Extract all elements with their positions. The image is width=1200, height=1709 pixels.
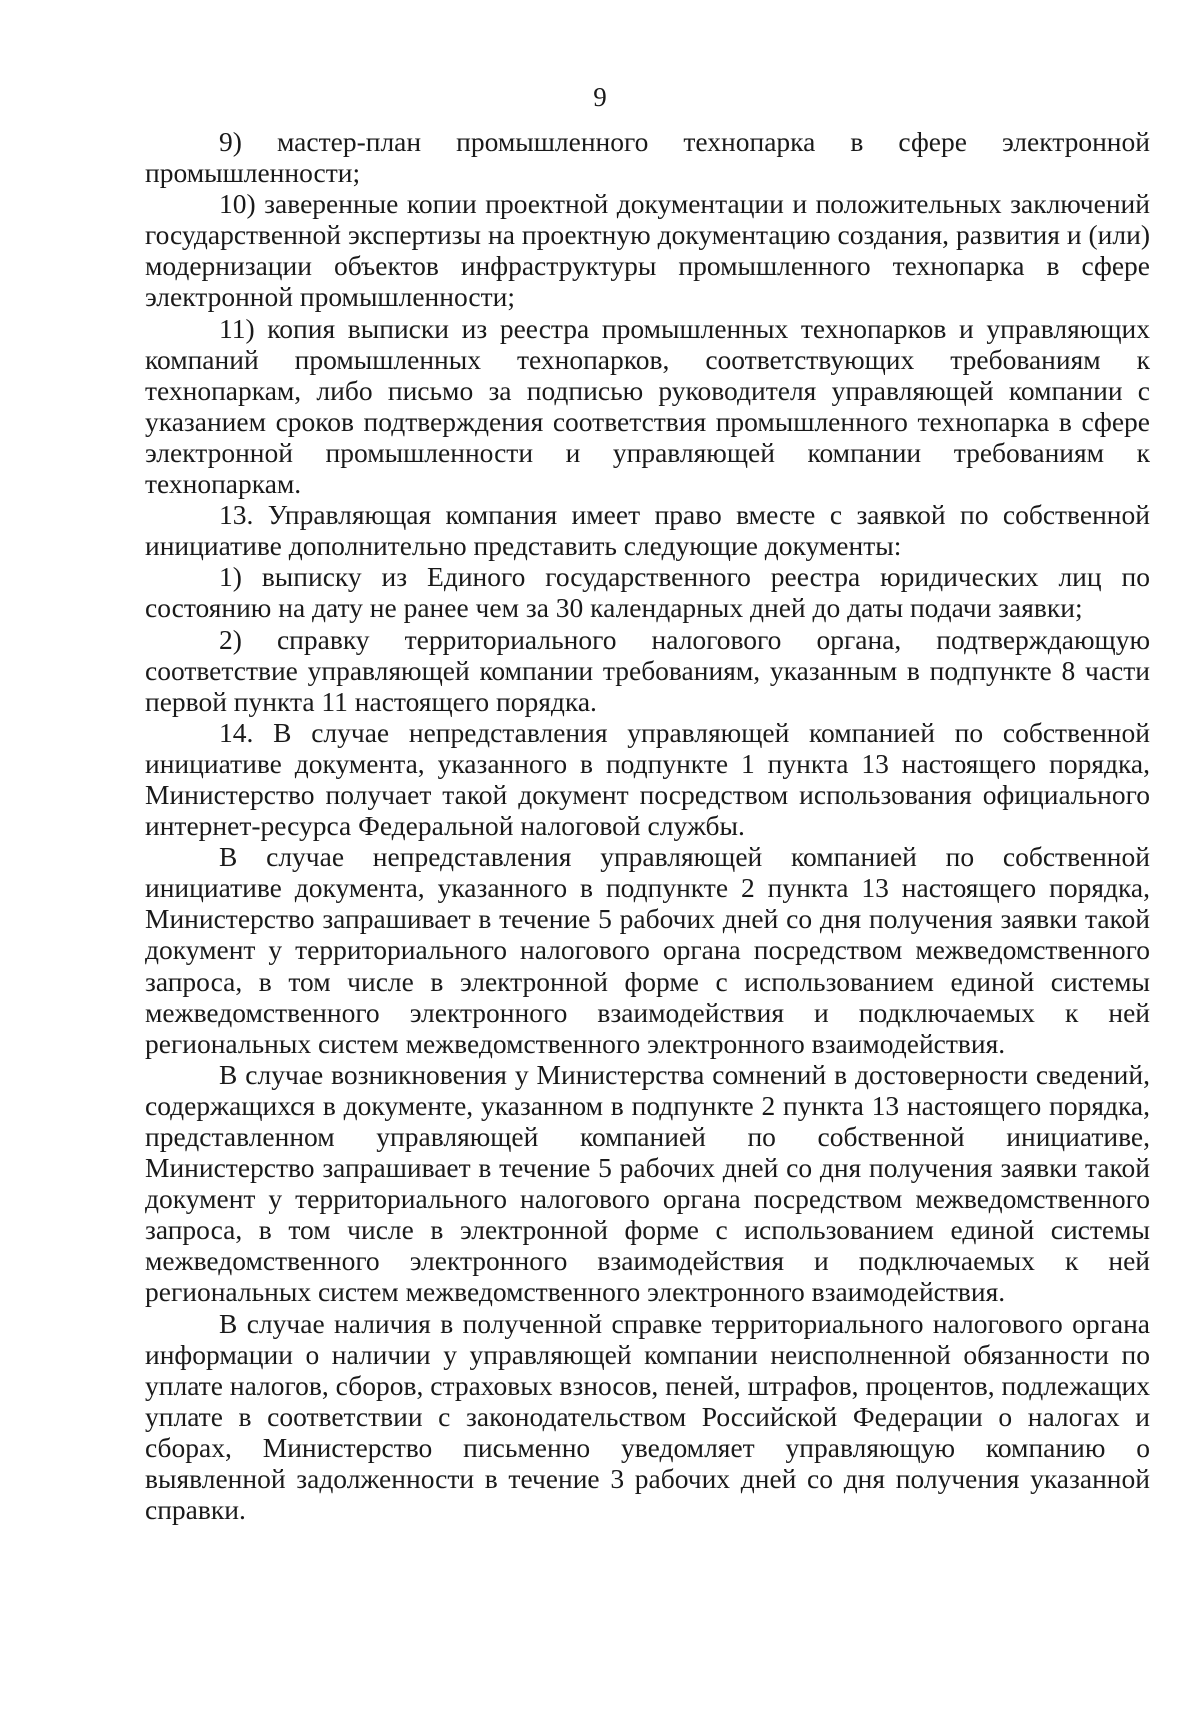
paragraph-clause-14: 14. В случае непредставления управляющей компанией по собственной инициативе документа, указанного в подпункте 1 пункта 13 настоящего порядка, Министерство получает такой документ посредством использования официального интернет-ресурса Федеральной налоговой службы. <box>145 716 1150 842</box>
paragraph-clause-14-part-2: В случае непредставления управляющей компанией по собственной инициативе документа, указанного в подпункте 2 пункта 13 настоящего порядка, Министерство запрашивает в течение 5 рабочих дней со дня получения заявки такой документ у территориального налогового органа посредством межведомственного запроса, в том числе в электронной форме с использованием единой системы межведомственного электронного взаимодействия и подключаемых к ней региональных систем межведомственного электронного взаимодействия. <box>145 841 1150 1059</box>
paragraph-clause-13-item-2: 2) справку территориального налогового органа, подтверждающую соответствие управляющей компании требованиям, указанным в подпункте 8 части первой пункта 11 настоящего порядка. <box>145 623 1150 717</box>
document-body <box>145 126 1150 1525</box>
paragraph-clause-13-item-1: 1) выписку из Единого государственного реестра юридических лиц по состоянию на дату не ранее чем за 30 календарных дней до даты подачи заявки; <box>145 561 1150 624</box>
paragraph-clause-13: 13. Управляющая компания имеет право вместе с заявкой по собственной инициативе дополнительно представить следующие документы: <box>145 499 1150 562</box>
paragraph-item-10: 10) заверенные копии проектной документации и положительных заключений государственной экспертизы на проектную документацию создания, развития и (или) модернизации объектов инфраструктуры промышленного технопарка в сфере электронной промышленности; <box>145 188 1150 313</box>
paragraph-clause-14-part-3: В случае возникновения у Министерства сомнений в достоверности сведений, содержащихся в документе, указанном в подпункте 2 пункта 13 настоящего порядка, представленном управляющей компанией по собственной инициативе, Министерство запрашивает в течение 5 рабочих дней со дня получения заявки такой документ у территориального налогового органа посредством межведомственного запроса, в том числе в электронной форме с использованием единой системы межведомственного электронного взаимодействия и подключаемых к ней региональных систем межведомственного электронного взаимодействия. <box>145 1058 1150 1308</box>
paragraph-clause-14-part-4: В случае наличия в полученной справке территориального налогового органа информации о наличии у управляющей компании неисполненной обязанности по уплате налогов, сборов, страховых взносов, пеней, штрафов, процентов, подлежащих уплате в соответствии с законодательством Российской Федерации о налогах и сборах, Министерство письменно уведомляет управляющую компанию о выявленной задолженности в течение 3 рабочих дней со дня получения указанной справки. <box>145 1307 1150 1526</box>
paragraph-item-11: 11) копия выписки из реестра промышленных технопарков и управляющих компаний промышленных технопарков, соответствующих требованиям к технопаркам, либо письмо за подписью руководителя управляющей компании с указанием сроков подтверждения соответствия промышленного технопарка в сфере электронной промышленности и управляющей компании требованиям к технопаркам. <box>145 312 1150 500</box>
page-number: 9 <box>593 82 607 112</box>
paragraph-item-9: 9) мастер-план промышленного технопарка в сфере электронной промышленности; <box>145 126 1150 189</box>
